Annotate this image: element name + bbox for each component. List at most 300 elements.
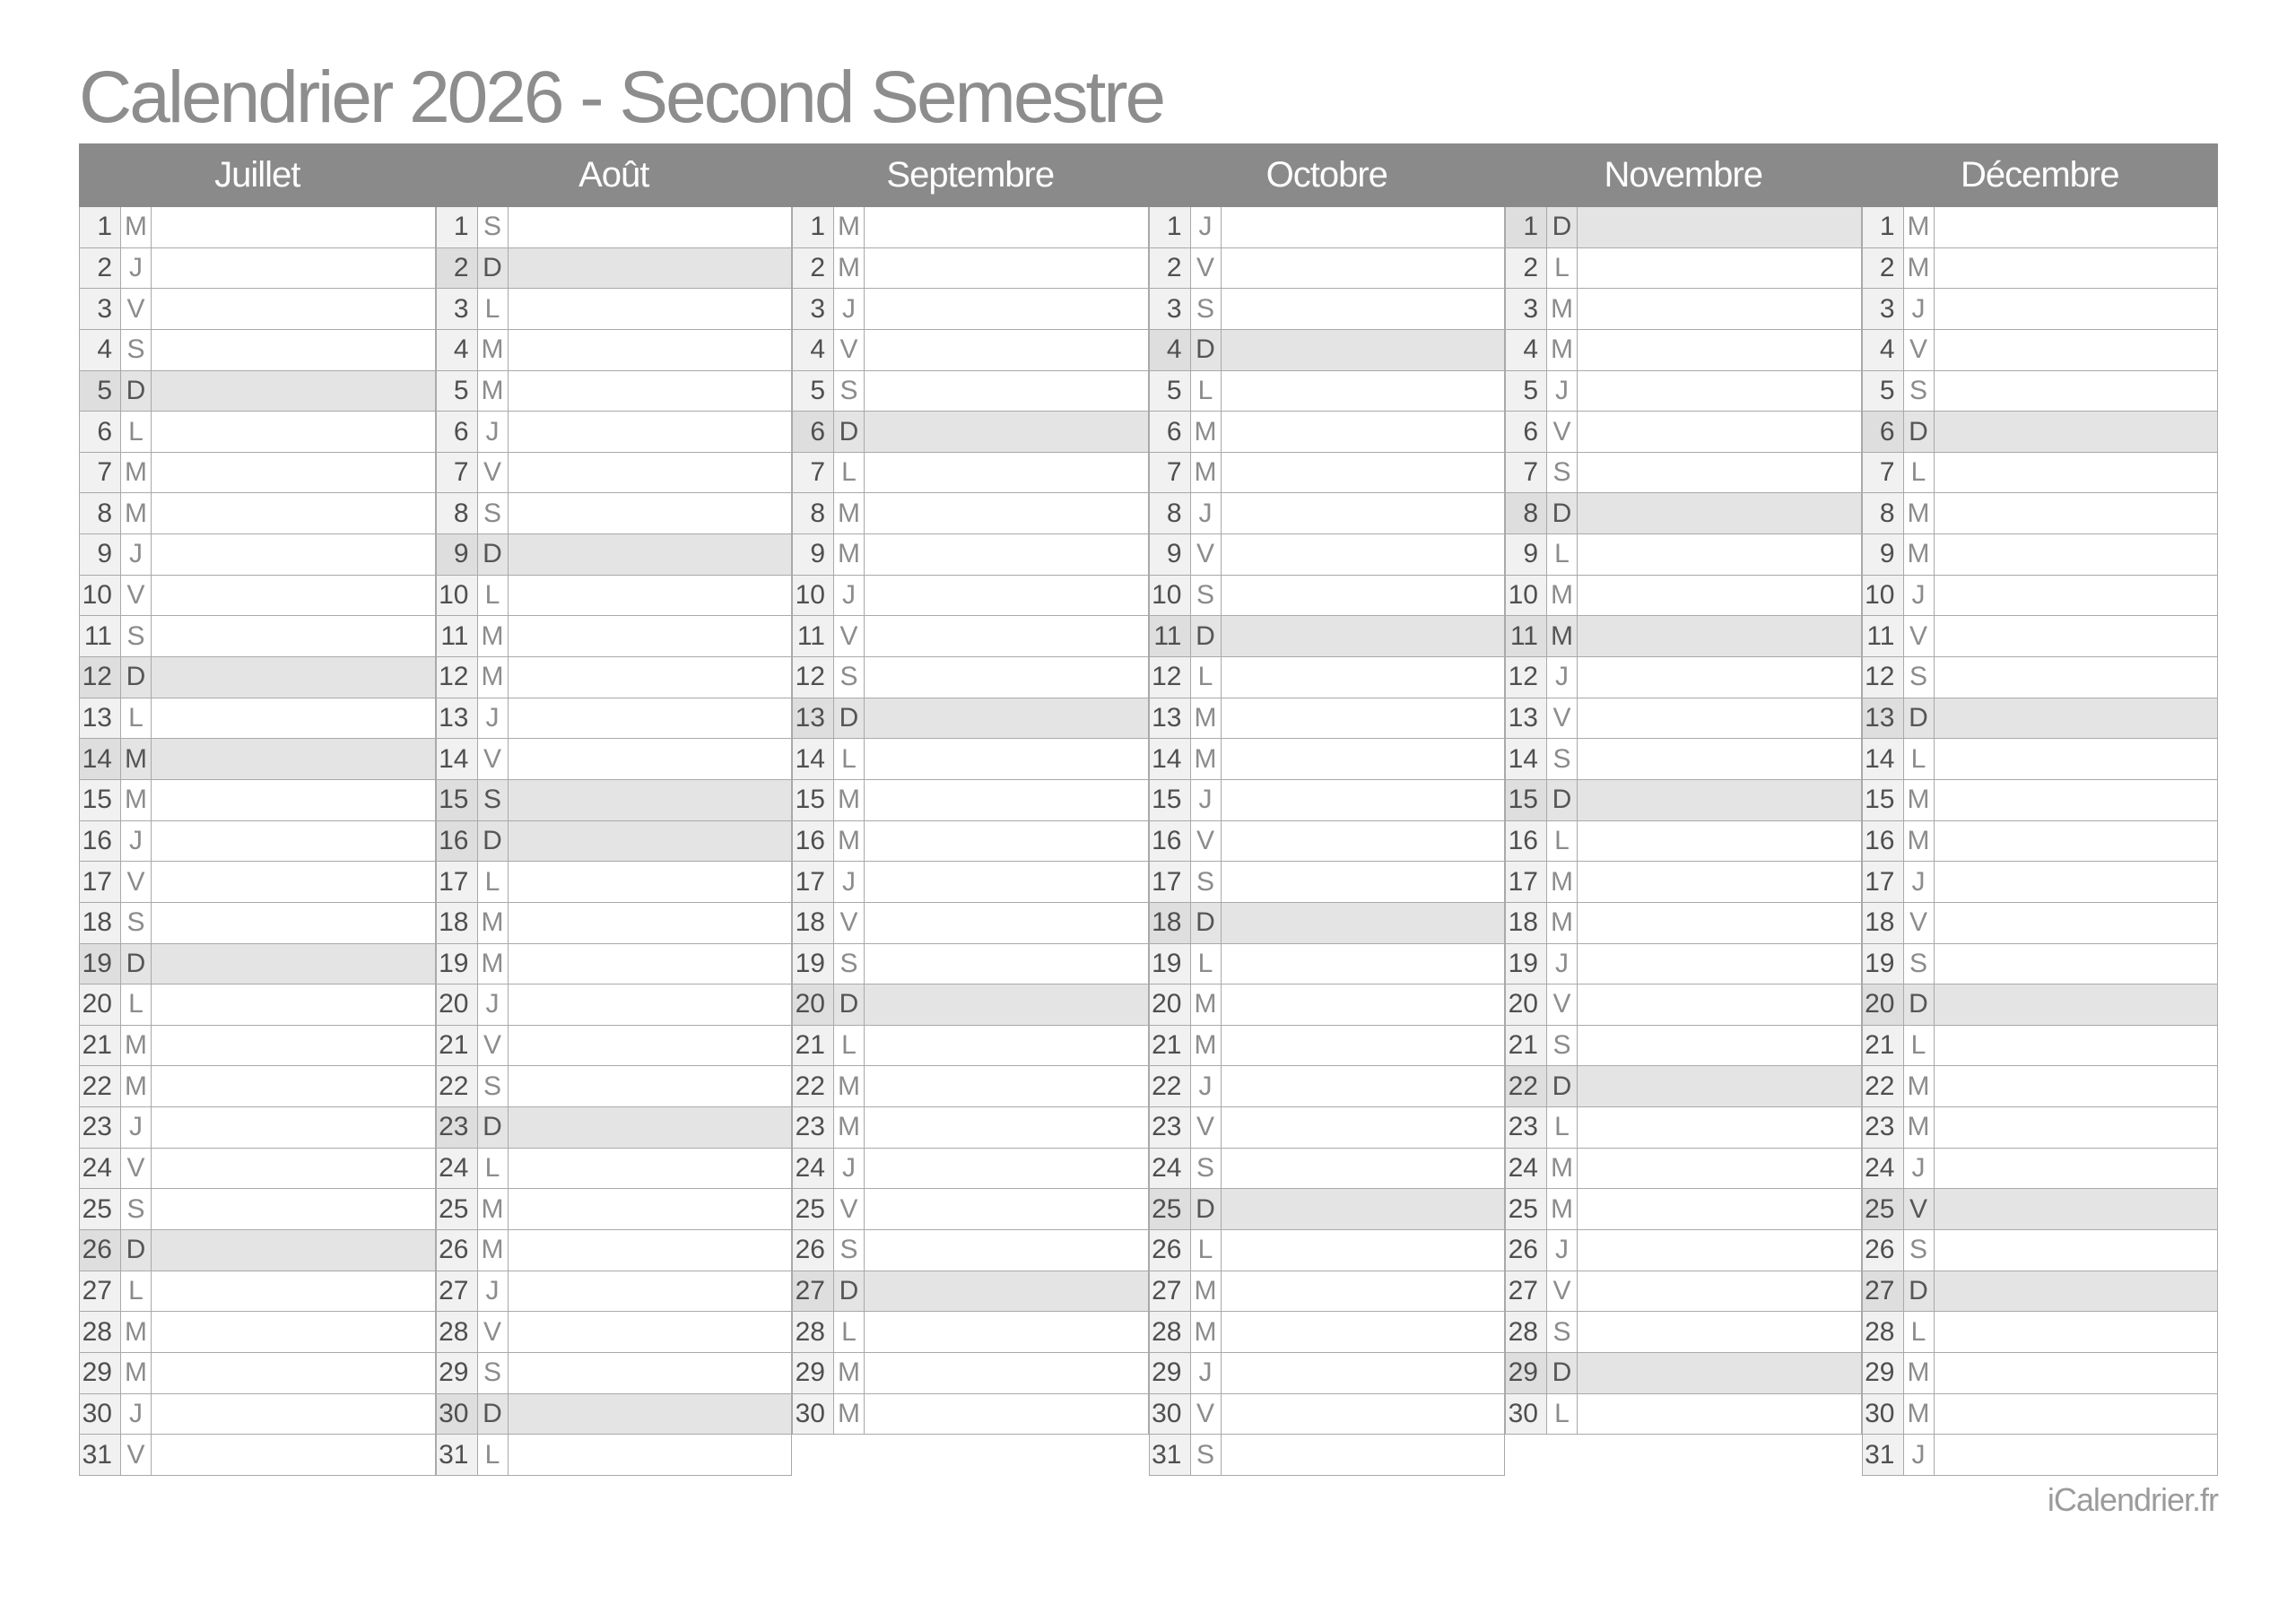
day-letter: V bbox=[120, 576, 151, 616]
day-row bbox=[1505, 534, 1862, 576]
day-notes-area bbox=[1221, 1149, 1506, 1189]
day-row bbox=[436, 657, 793, 698]
day-notes-area bbox=[508, 534, 793, 575]
day-number: 18 bbox=[1862, 903, 1903, 943]
day-row bbox=[1149, 1353, 1506, 1394]
day-row bbox=[1862, 453, 2219, 494]
day-number: 2 bbox=[436, 248, 477, 289]
day-row bbox=[1862, 657, 2219, 698]
day-letter: S bbox=[1190, 289, 1221, 329]
day-notes-area bbox=[1221, 289, 1506, 329]
day-notes-area bbox=[1577, 576, 1862, 616]
day-letter: D bbox=[833, 1271, 864, 1312]
day-number: 4 bbox=[79, 330, 120, 370]
day-number: 12 bbox=[1505, 657, 1546, 698]
day-letter: M bbox=[1190, 412, 1221, 452]
day-letter: D bbox=[477, 248, 508, 289]
day-letter: D bbox=[120, 944, 151, 984]
day-number: 14 bbox=[436, 739, 477, 779]
day-row bbox=[1862, 616, 2219, 657]
day-row bbox=[1862, 739, 2219, 780]
day-notes-area bbox=[508, 944, 793, 984]
day-number: 23 bbox=[79, 1107, 120, 1148]
day-row-highlighted bbox=[1505, 1066, 1862, 1107]
day-letter: S bbox=[1903, 371, 1934, 412]
day-letter: L bbox=[1903, 739, 1934, 779]
day-row bbox=[436, 944, 793, 985]
day-number: 11 bbox=[792, 616, 833, 656]
day-notes-area bbox=[1934, 862, 2219, 902]
day-row bbox=[79, 330, 436, 371]
day-letter: L bbox=[120, 698, 151, 739]
day-notes-area bbox=[1221, 1435, 1506, 1475]
day-letter: S bbox=[120, 330, 151, 370]
day-number: 22 bbox=[1505, 1066, 1546, 1106]
day-number: 2 bbox=[1505, 248, 1546, 289]
day-row-highlighted bbox=[1505, 1353, 1862, 1394]
day-row bbox=[436, 330, 793, 371]
day-row bbox=[792, 289, 1149, 330]
day-number: 4 bbox=[1862, 330, 1903, 370]
day-notes-area bbox=[1934, 1353, 2219, 1393]
day-letter: M bbox=[477, 371, 508, 412]
day-letter: L bbox=[1903, 453, 1934, 493]
day-row bbox=[79, 1149, 436, 1190]
day-number: 16 bbox=[792, 821, 833, 862]
day-row-highlighted bbox=[1862, 412, 2219, 453]
day-letter: S bbox=[477, 780, 508, 820]
day-letter: S bbox=[1546, 453, 1577, 493]
day-letter: J bbox=[120, 534, 151, 575]
day-number: 24 bbox=[436, 1149, 477, 1189]
day-number: 31 bbox=[1149, 1435, 1190, 1475]
day-row bbox=[79, 1312, 436, 1353]
day-letter: M bbox=[1190, 984, 1221, 1025]
day-letter: S bbox=[120, 903, 151, 943]
day-row bbox=[1505, 739, 1862, 780]
day-row bbox=[792, 207, 1149, 248]
day-number: 8 bbox=[1149, 493, 1190, 533]
day-number: 10 bbox=[436, 576, 477, 616]
day-row-highlighted bbox=[1149, 1189, 1506, 1230]
day-row bbox=[79, 534, 436, 576]
day-notes-area bbox=[1577, 698, 1862, 739]
day-notes-area bbox=[1221, 453, 1506, 493]
day-number: 18 bbox=[79, 903, 120, 943]
day-number: 7 bbox=[792, 453, 833, 493]
day-notes-area bbox=[1221, 1271, 1506, 1312]
day-row bbox=[1505, 862, 1862, 903]
day-row bbox=[79, 1435, 436, 1476]
day-letter: V bbox=[1190, 1107, 1221, 1148]
watermark-brand: iCalendrier.fr bbox=[2047, 1481, 2218, 1518]
day-number: 28 bbox=[436, 1312, 477, 1352]
day-letter: L bbox=[120, 1271, 151, 1312]
day-letter: J bbox=[1903, 862, 1934, 902]
day-row bbox=[1862, 493, 2219, 534]
month-column-decembre bbox=[1862, 207, 2219, 1476]
page-title: Calendrier 2026 - Second Semestre bbox=[79, 56, 1164, 138]
day-notes-area bbox=[1221, 657, 1506, 698]
day-number: 25 bbox=[1505, 1189, 1546, 1229]
day-row bbox=[792, 657, 1149, 698]
day-row bbox=[792, 330, 1149, 371]
day-notes-area bbox=[1934, 1271, 2219, 1312]
day-notes-area bbox=[1577, 1189, 1862, 1229]
day-number: 20 bbox=[1149, 984, 1190, 1025]
day-number: 6 bbox=[1149, 412, 1190, 452]
day-letter: L bbox=[1190, 657, 1221, 698]
day-number: 4 bbox=[792, 330, 833, 370]
day-row bbox=[792, 1107, 1149, 1149]
day-row bbox=[1862, 207, 2219, 248]
day-notes-area bbox=[151, 207, 436, 247]
day-letter: D bbox=[833, 698, 864, 739]
day-notes-area bbox=[1934, 657, 2219, 698]
day-row bbox=[436, 1271, 793, 1313]
day-notes-area bbox=[1221, 412, 1506, 452]
day-row bbox=[1505, 1149, 1862, 1190]
day-notes-area bbox=[1934, 984, 2219, 1025]
day-row bbox=[1862, 576, 2219, 617]
day-number: 15 bbox=[79, 780, 120, 820]
day-letter: J bbox=[1190, 1066, 1221, 1106]
day-number: 10 bbox=[1149, 576, 1190, 616]
day-row bbox=[1505, 1189, 1862, 1230]
day-number: 8 bbox=[1862, 493, 1903, 533]
day-number: 10 bbox=[1505, 576, 1546, 616]
day-row bbox=[79, 1271, 436, 1313]
day-letter: V bbox=[1903, 903, 1934, 943]
day-notes-area bbox=[1934, 780, 2219, 820]
day-letter: V bbox=[1903, 330, 1934, 370]
day-number: 6 bbox=[1505, 412, 1546, 452]
day-number: 27 bbox=[792, 1271, 833, 1312]
day-row bbox=[792, 493, 1149, 534]
day-notes-area bbox=[151, 1066, 436, 1106]
day-letter: S bbox=[1190, 1435, 1221, 1475]
day-row bbox=[79, 698, 436, 740]
day-number: 11 bbox=[1149, 616, 1190, 656]
day-notes-area bbox=[508, 289, 793, 329]
day-row bbox=[436, 616, 793, 657]
day-letter: D bbox=[1546, 493, 1577, 533]
day-row bbox=[1149, 289, 1506, 330]
day-letter: V bbox=[1903, 616, 1934, 656]
day-number: 5 bbox=[792, 371, 833, 412]
day-number: 30 bbox=[792, 1394, 833, 1435]
day-letter: M bbox=[477, 903, 508, 943]
day-notes-area bbox=[151, 821, 436, 862]
day-notes-area bbox=[508, 1435, 793, 1475]
day-letter: D bbox=[120, 371, 151, 412]
day-number: 12 bbox=[436, 657, 477, 698]
day-row bbox=[1505, 371, 1862, 412]
day-row bbox=[1505, 1230, 1862, 1271]
day-row bbox=[1149, 1230, 1506, 1271]
day-number: 27 bbox=[436, 1271, 477, 1312]
day-number: 17 bbox=[1862, 862, 1903, 902]
day-number: 5 bbox=[79, 371, 120, 412]
day-number: 23 bbox=[1862, 1107, 1903, 1148]
day-row bbox=[1862, 1230, 2219, 1271]
month-header-juillet: Juillet bbox=[214, 155, 300, 195]
day-number: 12 bbox=[792, 657, 833, 698]
day-letter: D bbox=[1190, 616, 1221, 656]
day-row-highlighted bbox=[436, 821, 793, 863]
day-letter: L bbox=[477, 1435, 508, 1475]
day-row bbox=[1149, 739, 1506, 780]
day-row-highlighted bbox=[79, 371, 436, 412]
day-row-highlighted bbox=[1862, 1189, 2219, 1230]
day-row bbox=[1862, 780, 2219, 821]
day-number: 3 bbox=[1505, 289, 1546, 329]
day-letter: D bbox=[1190, 903, 1221, 943]
day-notes-area bbox=[1934, 616, 2219, 656]
day-number: 31 bbox=[436, 1435, 477, 1475]
day-letter: M bbox=[1546, 616, 1577, 656]
day-letter: L bbox=[1190, 944, 1221, 984]
day-letter: S bbox=[1903, 657, 1934, 698]
day-letter: L bbox=[1546, 1394, 1577, 1435]
day-number: 9 bbox=[79, 534, 120, 575]
day-notes-area bbox=[864, 412, 1149, 452]
day-row bbox=[1505, 453, 1862, 494]
day-notes-area bbox=[1221, 534, 1506, 575]
month-column-septembre bbox=[792, 207, 1149, 1476]
day-letter: D bbox=[477, 821, 508, 862]
day-number: 14 bbox=[1149, 739, 1190, 779]
day-row bbox=[436, 1353, 793, 1394]
day-row-highlighted bbox=[436, 1107, 793, 1149]
day-letter: J bbox=[1903, 1149, 1934, 1189]
day-notes-area bbox=[864, 862, 1149, 902]
day-number: 8 bbox=[1505, 493, 1546, 533]
day-letter: S bbox=[120, 616, 151, 656]
day-notes-area bbox=[1934, 1435, 2219, 1475]
day-letter: D bbox=[1546, 1066, 1577, 1106]
day-row bbox=[436, 698, 793, 740]
day-notes-area bbox=[508, 1271, 793, 1312]
day-number: 17 bbox=[79, 862, 120, 902]
day-notes-area bbox=[1934, 698, 2219, 739]
day-letter: V bbox=[477, 1026, 508, 1066]
month-header-septembre: Septembre bbox=[886, 155, 1055, 195]
day-notes-area bbox=[864, 453, 1149, 493]
day-row bbox=[1505, 944, 1862, 985]
day-notes-area bbox=[864, 984, 1149, 1025]
day-notes-area bbox=[151, 576, 436, 616]
day-row-highlighted bbox=[792, 698, 1149, 740]
day-notes-area bbox=[1577, 330, 1862, 370]
day-letter: D bbox=[120, 657, 151, 698]
day-row bbox=[79, 1394, 436, 1436]
day-letter: L bbox=[833, 1026, 864, 1066]
day-row-highlighted bbox=[1862, 698, 2219, 740]
day-number: 30 bbox=[79, 1394, 120, 1435]
day-number: 23 bbox=[436, 1107, 477, 1148]
day-notes-area bbox=[1934, 1149, 2219, 1189]
day-number: 13 bbox=[792, 698, 833, 739]
day-letter: D bbox=[1190, 330, 1221, 370]
day-letter: M bbox=[1190, 1312, 1221, 1352]
day-notes-area bbox=[151, 780, 436, 820]
day-letter: J bbox=[1903, 1435, 1934, 1475]
day-letter: L bbox=[833, 1312, 864, 1352]
day-notes-area bbox=[1577, 289, 1862, 329]
day-letter: J bbox=[1190, 493, 1221, 533]
day-number: 9 bbox=[1149, 534, 1190, 575]
day-letter: S bbox=[1903, 1230, 1934, 1271]
day-row bbox=[1862, 821, 2219, 863]
day-notes-area bbox=[508, 903, 793, 943]
day-notes-area bbox=[864, 1394, 1149, 1435]
day-notes-area bbox=[1934, 493, 2219, 533]
day-letter: L bbox=[1190, 371, 1221, 412]
day-notes-area bbox=[1934, 371, 2219, 412]
day-notes-area bbox=[508, 1230, 793, 1271]
day-row bbox=[1149, 780, 1506, 821]
day-notes-area bbox=[151, 862, 436, 902]
day-notes-area bbox=[1221, 207, 1506, 247]
day-letter: L bbox=[477, 289, 508, 329]
day-letter: S bbox=[1190, 576, 1221, 616]
day-letter: V bbox=[120, 289, 151, 329]
day-letter: M bbox=[1546, 330, 1577, 370]
day-row bbox=[1149, 453, 1506, 494]
day-row bbox=[1149, 576, 1506, 617]
day-letter: M bbox=[833, 780, 864, 820]
day-number: 29 bbox=[792, 1353, 833, 1393]
day-notes-area bbox=[1221, 780, 1506, 820]
day-notes-area bbox=[1577, 739, 1862, 779]
day-letter: S bbox=[477, 1066, 508, 1106]
day-notes-area bbox=[864, 903, 1149, 943]
day-letter: M bbox=[1190, 698, 1221, 739]
day-notes-area bbox=[508, 821, 793, 862]
day-notes-area bbox=[151, 1353, 436, 1393]
day-notes-area bbox=[1221, 1230, 1506, 1271]
day-notes-area bbox=[864, 534, 1149, 575]
day-number: 28 bbox=[1862, 1312, 1903, 1352]
day-letter: S bbox=[1546, 1312, 1577, 1352]
day-letter: D bbox=[477, 534, 508, 575]
day-number: 6 bbox=[792, 412, 833, 452]
day-number: 29 bbox=[1149, 1353, 1190, 1393]
calendar-table bbox=[79, 143, 2218, 1476]
day-number: 26 bbox=[1862, 1230, 1903, 1271]
day-letter: S bbox=[477, 1353, 508, 1393]
day-number: 17 bbox=[436, 862, 477, 902]
day-row bbox=[792, 616, 1149, 657]
day-number: 2 bbox=[1862, 248, 1903, 289]
day-letter: M bbox=[833, 821, 864, 862]
day-number: 3 bbox=[1149, 289, 1190, 329]
day-number: 12 bbox=[1149, 657, 1190, 698]
day-number: 15 bbox=[792, 780, 833, 820]
day-row bbox=[79, 1353, 436, 1394]
day-letter: D bbox=[1903, 984, 1934, 1025]
day-row bbox=[1505, 1394, 1862, 1436]
day-number: 7 bbox=[1149, 453, 1190, 493]
day-notes-area bbox=[1577, 1271, 1862, 1312]
day-notes-area bbox=[508, 984, 793, 1025]
day-notes-area bbox=[1221, 698, 1506, 739]
day-notes-area bbox=[508, 1066, 793, 1106]
day-row bbox=[792, 944, 1149, 985]
day-letter: L bbox=[1903, 1312, 1934, 1352]
day-letter: V bbox=[833, 330, 864, 370]
day-notes-area bbox=[1577, 862, 1862, 902]
day-notes-area bbox=[1934, 1312, 2219, 1352]
day-number: 10 bbox=[1862, 576, 1903, 616]
day-number: 16 bbox=[1505, 821, 1546, 862]
day-row bbox=[792, 453, 1149, 494]
day-row-highlighted bbox=[79, 739, 436, 780]
day-number: 26 bbox=[436, 1230, 477, 1271]
day-number: 12 bbox=[1862, 657, 1903, 698]
day-letter: S bbox=[120, 1189, 151, 1229]
day-notes-area bbox=[151, 1149, 436, 1189]
day-notes-area bbox=[864, 1230, 1149, 1271]
day-letter: L bbox=[477, 862, 508, 902]
day-notes-area bbox=[864, 289, 1149, 329]
day-notes-area bbox=[1221, 371, 1506, 412]
day-number: 30 bbox=[1862, 1394, 1903, 1435]
day-row bbox=[1149, 698, 1506, 740]
day-number: 29 bbox=[1505, 1353, 1546, 1393]
day-row bbox=[79, 248, 436, 290]
day-row-highlighted bbox=[1505, 207, 1862, 248]
day-row bbox=[79, 412, 436, 453]
day-row bbox=[792, 1189, 1149, 1230]
day-letter: M bbox=[833, 207, 864, 247]
day-row bbox=[1862, 1394, 2219, 1436]
day-number: 5 bbox=[1149, 371, 1190, 412]
calendar-grid bbox=[79, 207, 2218, 1476]
day-letter: M bbox=[120, 207, 151, 247]
day-number: 8 bbox=[792, 493, 833, 533]
day-letter: M bbox=[833, 1394, 864, 1435]
day-letter: L bbox=[1546, 248, 1577, 289]
day-number: 31 bbox=[1862, 1435, 1903, 1475]
day-letter: M bbox=[833, 1066, 864, 1106]
day-letter: D bbox=[1546, 780, 1577, 820]
day-row bbox=[79, 1066, 436, 1107]
day-letter: M bbox=[120, 1312, 151, 1352]
day-number: 14 bbox=[79, 739, 120, 779]
day-notes-area bbox=[508, 248, 793, 289]
day-notes-area bbox=[151, 534, 436, 575]
day-row bbox=[1149, 862, 1506, 903]
day-number: 18 bbox=[792, 903, 833, 943]
day-row bbox=[1862, 1026, 2219, 1067]
day-notes-area bbox=[1934, 1189, 2219, 1229]
day-notes-area bbox=[1934, 330, 2219, 370]
day-notes-area bbox=[1577, 903, 1862, 943]
day-notes-area bbox=[1577, 984, 1862, 1025]
day-notes-area bbox=[151, 1230, 436, 1271]
day-letter: L bbox=[1903, 1026, 1934, 1066]
day-row bbox=[1862, 248, 2219, 290]
day-row bbox=[1149, 248, 1506, 290]
day-row bbox=[792, 821, 1149, 863]
day-letter: V bbox=[477, 453, 508, 493]
day-notes-area bbox=[1221, 1107, 1506, 1148]
day-number: 5 bbox=[1862, 371, 1903, 412]
day-letter: S bbox=[833, 944, 864, 984]
day-number: 10 bbox=[792, 576, 833, 616]
